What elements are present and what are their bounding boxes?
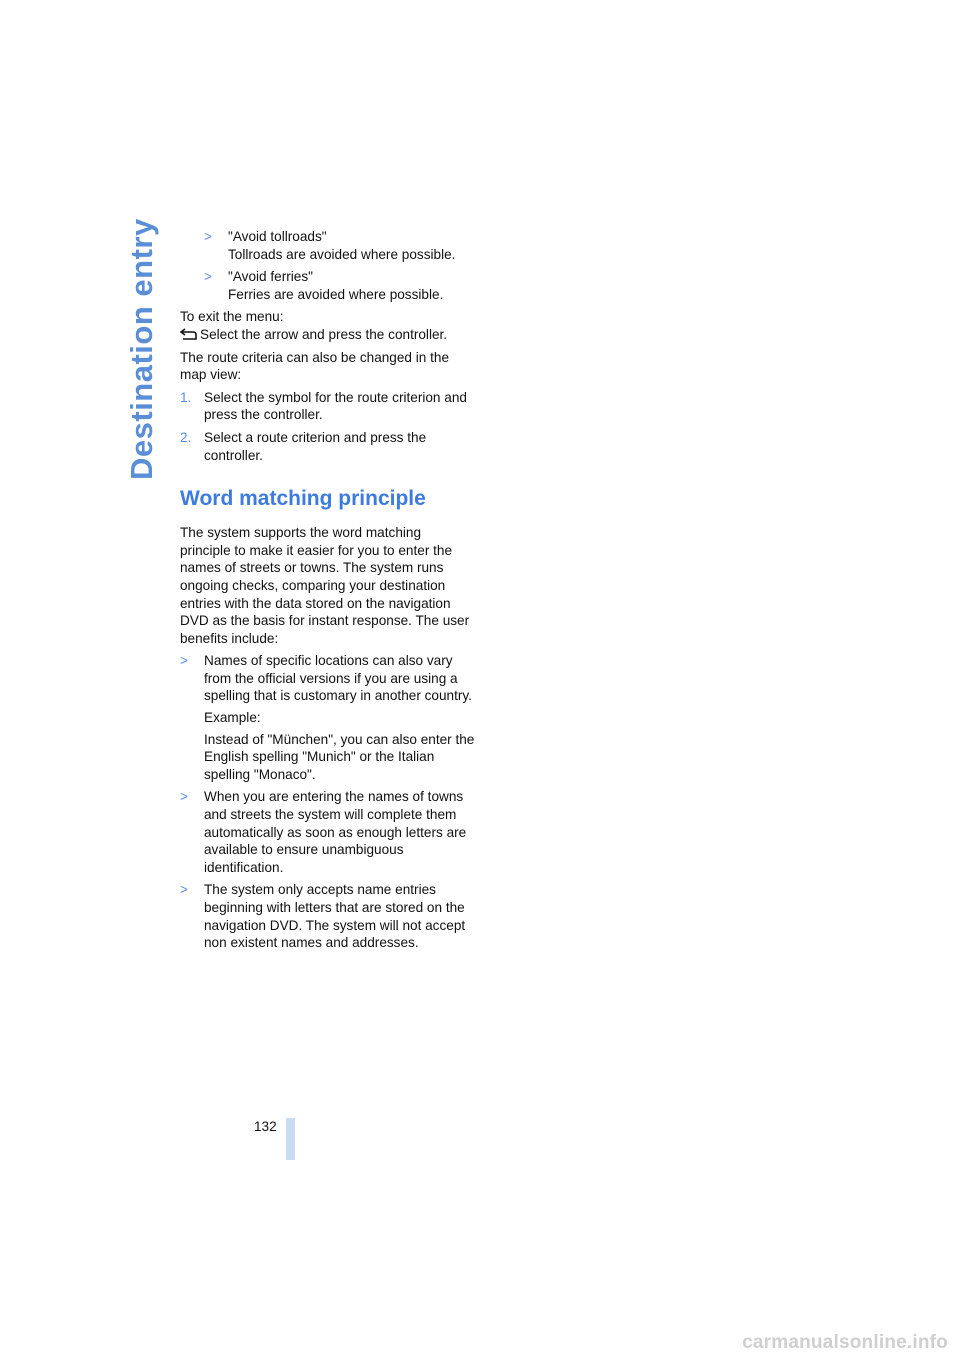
exit-menu-instruction: Select the arrow and press the controller. — [200, 326, 448, 342]
example-text: Instead of "München", you can also enter the English spelling "Munich" or the Italian spelling "Monaco". — [204, 731, 475, 782]
option-description: Ferries are avoided where possible. — [228, 286, 444, 302]
list-item — [180, 652, 475, 783]
list-item — [180, 228, 475, 263]
intro-paragraph: The system supports the word matching principle to make it easier for you to enter the names of streets or towns. The system runs ongoing checks, comparing your destination entries with the data stored on the navigation DVD as the basis for instant response. The user benefits include: — [180, 525, 470, 646]
bullet-marker: > — [204, 269, 212, 285]
step-text: Select the symbol for the route criterion and press the controller. — [204, 389, 467, 423]
bullet-marker: > — [180, 882, 188, 898]
step-item — [180, 429, 475, 464]
list-item — [180, 881, 475, 951]
map-view-intro: The route criteria can also be changed in the map view: — [180, 349, 450, 383]
example-label: Example: — [204, 710, 261, 726]
main-column — [180, 228, 475, 957]
step-number: 1. — [180, 389, 192, 405]
step-number: 2. — [180, 429, 192, 445]
option-description: Tollroads are avoided where possible. — [228, 246, 456, 262]
section-heading: Word matching principle — [180, 487, 426, 511]
option-title: "Avoid ferries" — [228, 269, 313, 285]
benefit-text: When you are entering the names of towns and streets the system will complete them automatically as soon as enough letters are available to ensure unambiguous identification. — [204, 789, 467, 875]
step-text: Select a route criterion and press the controller. — [204, 429, 427, 463]
option-title: "Avoid tollroads" — [228, 229, 327, 244]
page-marker-bar — [286, 1118, 295, 1160]
list-item — [180, 268, 475, 303]
bullet-marker: > — [204, 229, 212, 244]
bullet-marker: > — [180, 653, 188, 669]
bullet-marker: > — [180, 789, 188, 805]
list-item — [180, 788, 475, 876]
exit-menu-block — [180, 308, 475, 343]
section-title: Destination entry — [124, 218, 159, 480]
page-number: 132 — [254, 1119, 277, 1134]
exit-menu-label: To exit the menu: — [180, 309, 284, 325]
benefit-text: Names of specific locations can also vary from the official versions if you are using a spelling that is customary in another country. — [204, 653, 472, 704]
step-item — [180, 389, 475, 424]
back-arrow-icon — [180, 328, 198, 340]
watermark: carmanualsonline.info — [742, 1332, 948, 1353]
benefit-text: The system only accepts name entries beginning with letters that are stored on the navigation DVD. The system will not accept non existent names and addresses. — [204, 882, 466, 951]
